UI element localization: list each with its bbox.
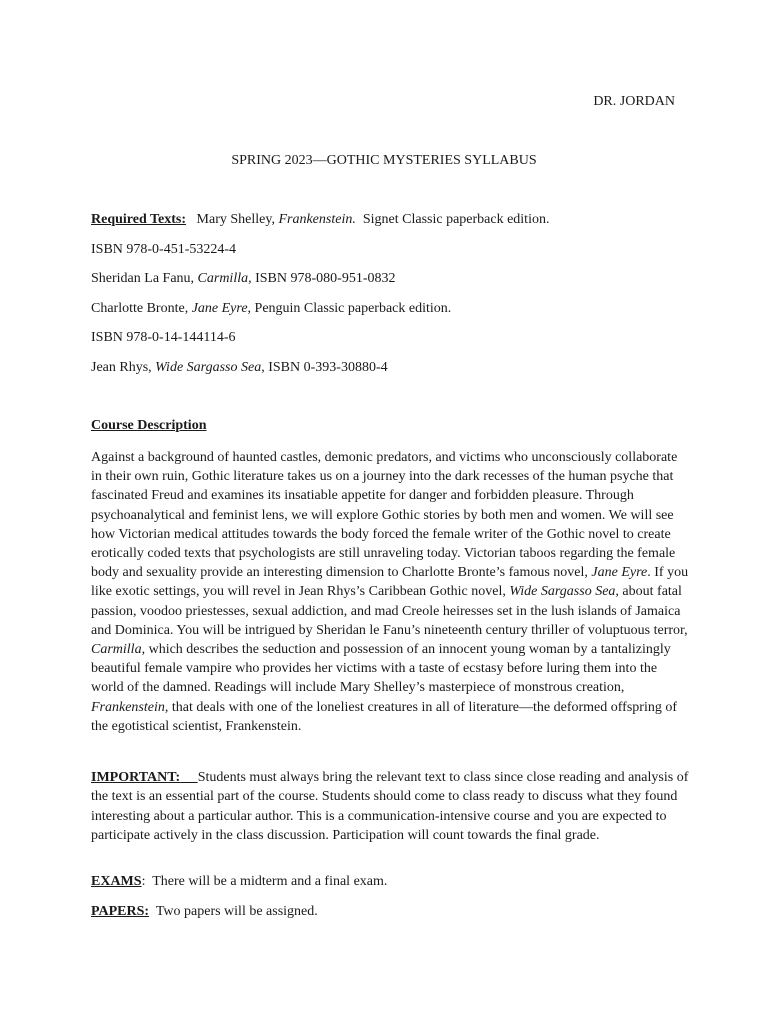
book-title: Frankenstein. <box>278 212 356 227</box>
important-label <box>91 770 198 785</box>
exams-line <box>91 874 387 890</box>
exams-label: EXAMS <box>91 874 142 889</box>
book-title: Wide Sargasso Sea <box>509 584 616 600</box>
book-title: Jane Eyre <box>591 565 648 581</box>
book-details: , Penguin Classic paperback edition. <box>247 300 452 316</box>
description-text: Against a background of haunted castles, demonic predators, and victims who unconsciously collaborate in their own ruin, Gothic literature takes us on a journey into the dark recesses of the human psyche that fascinated Freud and examines its insatiable appetite for danger and forbidden pleasure. Through psychoanalytical and feminist lens, we will explore Gothic stories by both men and women. We will see how Victorian medical attitudes towards the body forced the female writer of the Gothic novel to create erotically coded texts that psychologists are still unraveling today. Victorian taboos regarding the female body and sexuality provide an interesting dimension to Charlotte Bronte’s famous novel, <box>91 450 678 581</box>
required-text-line <box>91 211 691 241</box>
syllabus-title: SPRING 2023—GOTHIC MYSTERIES SYLLABUS <box>231 153 537 168</box>
required-texts-section <box>91 211 691 388</box>
book-title: Frankenstein <box>91 699 165 715</box>
important-label-text: IMPORTANT: <box>91 770 181 785</box>
papers-line <box>91 904 318 920</box>
book-details: Signet Classic paperback edition. <box>355 212 550 227</box>
course-description-heading: Course Description <box>91 418 207 433</box>
required-texts-heading: Required Texts: <box>91 212 187 227</box>
required-text-line <box>91 300 691 330</box>
book-author: Mary Shelley, <box>196 212 279 227</box>
required-text-line <box>91 359 691 389</box>
papers-label: PAPERS: <box>91 904 150 919</box>
book-title: Jane Eyre <box>191 300 248 316</box>
important-label-gap <box>180 770 198 785</box>
book-details: , ISBN 0-393-30880-4 <box>261 359 388 375</box>
description-text: , which describes the seduction and possession of an innocent young woman by a tantalizingly beautiful female vampire who provides her victims with a taste of ecstasy before luring them into the world of the damned. Readings will include Mary Shelley’s masterpiece of monstrous creation, <box>91 642 671 696</box>
papers-text: Two papers will be assigned. <box>149 904 318 919</box>
description-text: , that deals with one of the loneliest creatures in all of literature—the deformed offspring of the egotistical scientist, Frankenstein. <box>91 699 678 734</box>
exams-text: : There will be a midterm and a final exam. <box>141 874 388 889</box>
book-author: Jean Rhys, <box>91 359 156 375</box>
important-paragraph <box>91 768 691 846</box>
book-title: Wide Sargasso Sea <box>155 359 262 375</box>
book-title: Carmilla, <box>197 271 252 286</box>
book-author: Charlotte Bronte, <box>91 300 192 316</box>
required-text-line <box>91 270 691 300</box>
book-title: Carmilla <box>91 642 142 658</box>
book-details: ISBN 978-080-951-0832 <box>251 271 396 286</box>
isbn-line: ISBN 978-0-14-144114-6 <box>91 330 236 345</box>
description-text: , about fatal passion, voodoo priestesses, sexual addiction, and mad Creole heiresses set in the lush islands of Jamaica and Dominica. You will be intrigued by Sheridan le Fanu’s nineteenth century thriller of voluptuous terror, <box>91 584 688 638</box>
instructor-name: DR. JORDAN <box>593 94 675 109</box>
description-text: . If you like exotic settings, you will revel in Jean Rhys’s Caribbean Gothic novel, <box>91 565 689 600</box>
book-author: Sheridan La Fanu, <box>91 271 198 286</box>
course-description-paragraph <box>91 448 691 736</box>
isbn-line: ISBN 978-0-451-53224-4 <box>91 241 237 257</box>
important-text: Students must always bring the relevant text to class since close reading and analysis of the text is an essential part of the course. Students should come to class ready to discuss what they found interesting about a particular author. This is a communication-intensive course and you are expected to participate actively in the class discussion. Participation will count towards the final grade. <box>91 770 689 844</box>
